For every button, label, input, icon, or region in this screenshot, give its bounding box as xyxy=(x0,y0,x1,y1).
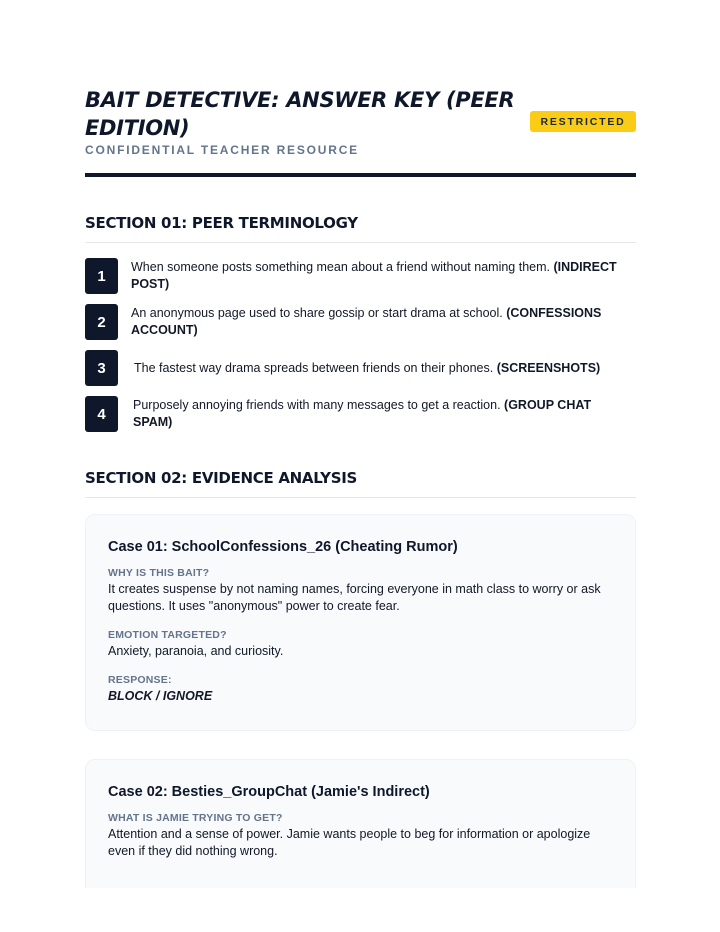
term-number-badge: 3 xyxy=(85,350,118,386)
case-title: Case 01: SchoolConfessions_26 (Cheating Rumor) xyxy=(108,539,458,555)
term-answer: (INDIRECT POST) xyxy=(131,260,617,291)
page-subtitle: CONFIDENTIAL TEACHER RESOURCE xyxy=(85,143,359,157)
case-field xyxy=(108,567,613,615)
term-text: The fastest way drama spreads between friends on their phones. xyxy=(134,360,494,375)
term-item-2 xyxy=(85,304,636,340)
page-bottom-margin xyxy=(0,888,720,932)
term-answer: (SCREENSHOTS) xyxy=(496,360,601,375)
field-label: WHAT IS JAMIE TRYING TO GET? xyxy=(108,812,283,824)
term-answer: (GROUP CHAT SPAM) xyxy=(133,398,592,429)
term-definition xyxy=(134,350,628,386)
term-number-badge: 4 xyxy=(85,396,118,432)
field-value: Anxiety, paranoia, and curiosity. xyxy=(108,644,284,658)
field-label: RESPONSE: xyxy=(108,674,172,686)
term-definition xyxy=(131,304,628,340)
term-answer: (CONFESSIONS ACCOUNT) xyxy=(131,306,602,337)
term-text: An anonymous page used to share gossip or start drama at school. xyxy=(131,306,503,320)
term-item-1 xyxy=(85,258,636,294)
term-definition xyxy=(133,396,628,432)
term-number-badge: 2 xyxy=(85,304,118,340)
case-field xyxy=(108,812,613,860)
case-field xyxy=(108,674,613,705)
field-label: EMOTION TARGETED? xyxy=(108,629,227,641)
term-number-badge: 1 xyxy=(85,258,118,294)
term-text: Purposely annoying friends with many messages to get a reaction. xyxy=(133,398,501,412)
term-definition xyxy=(131,258,628,294)
term-item-4 xyxy=(85,396,636,432)
field-label: WHY IS THIS BAIT? xyxy=(108,567,210,579)
section-02-title: SECTION 02: EVIDENCE ANALYSIS xyxy=(85,469,636,498)
field-value: BLOCK / IGNORE xyxy=(108,689,213,703)
case-card-01 xyxy=(85,514,636,731)
term-item-3 xyxy=(85,350,636,386)
field-value: It creates suspense by not naming names, forcing everyone in math class to worry or ask questions. It uses "anonymous" power to create fear. xyxy=(108,582,601,613)
case-field xyxy=(108,629,613,660)
page-header xyxy=(85,86,636,178)
header-divider xyxy=(85,173,636,177)
page-title: BAIT DETECTIVE: ANSWER KEY (PEER EDITION) xyxy=(85,88,515,140)
term-text: When someone posts something mean about a friend without naming them. xyxy=(131,260,550,274)
case-card-02 xyxy=(85,759,636,899)
field-value: Attention and a sense of power. Jamie wants people to beg for information or apologize even if they did nothing wrong. xyxy=(108,827,591,858)
restricted-badge: RESTRICTED xyxy=(530,111,636,132)
case-title: Case 02: Besties_GroupChat (Jamie's Indirect) xyxy=(108,784,430,800)
section-01-title: SECTION 01: PEER TERMINOLOGY xyxy=(85,214,636,243)
